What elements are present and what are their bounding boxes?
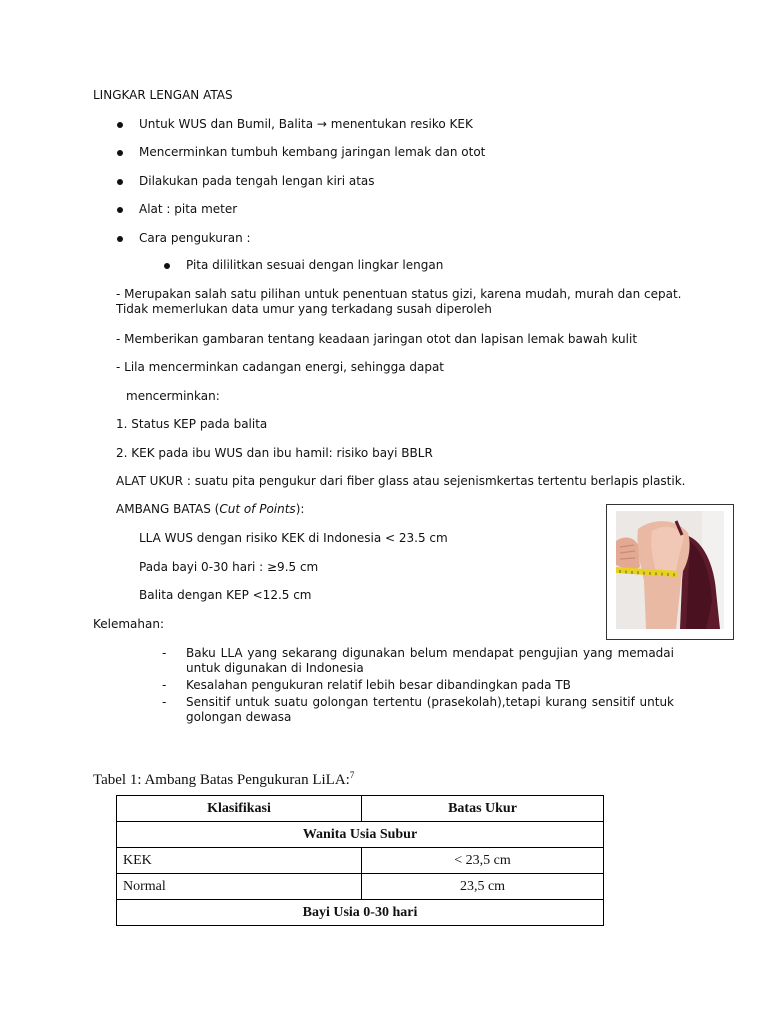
bullet-dot [117, 122, 123, 128]
kelemahan-title: Kelemahan: [93, 617, 165, 631]
list-item: Untuk WUS dan Bumil, Balita → menentukan resiko KEK [139, 117, 473, 131]
table-group-row [117, 822, 604, 848]
bullet-dot [164, 263, 170, 269]
list-item: Sensitif untuk suatu golongan tertentu (prasekolah),tetapi kurang sensitif untuk golongan dewasa [186, 695, 674, 724]
dash-marker: - [162, 646, 167, 660]
sub-list-item: Pita dililitkan sesuai dengan lingkar lengan [186, 258, 444, 272]
ambang-item: Balita dengan KEP <12.5 cm [139, 588, 312, 602]
table-row [117, 848, 604, 874]
table-caption: Tabel 1: Ambang Batas Pengukuran LiLA:$^7$ [93, 770, 355, 788]
numbered-item: 2. KEK pada ibu WUS dan ibu hamil: risiko bayi BBLR [116, 446, 433, 460]
list-item: Alat : pita meter [139, 202, 238, 216]
table-cell: Normal [117, 874, 362, 900]
table-header-cell: Batas Ukur [362, 796, 604, 822]
paragraph: mencerminkan: [126, 389, 220, 403]
page-title: LINGKAR LENGAN ATAS [93, 88, 233, 102]
dash-marker: - [162, 678, 167, 692]
arm-measurement-illustration [616, 511, 724, 629]
list-item: Baku LLA yang sekarang digunakan belum mendapat pengujian yang memadai untuk digunakan di Indonesia [186, 646, 674, 675]
list-item: Mencerminkan tumbuh kembang jaringan lemak dan otot [139, 145, 486, 159]
list-item: Kesalahan pengukuran relatif lebih besar dibandingkan pada TB [186, 678, 571, 692]
paragraph-line: Tidak memerlukan data umur yang terkadang susah diperoleh [116, 302, 492, 316]
table-cell: < 23,5 cm [362, 848, 604, 874]
photo-image [616, 511, 724, 629]
arm-measurement-photo [606, 504, 734, 640]
table-row [117, 874, 604, 900]
table-group-row [117, 900, 604, 926]
ambang-item: Pada bayi 0-30 hari : ≥9.5 cm [139, 560, 319, 574]
bullet-dot [117, 179, 123, 185]
table-header-cell: Klasifikasi [117, 796, 362, 822]
numbered-item: 1. Status KEP pada balita [116, 417, 268, 431]
list-item: Cara pengukuran : [139, 231, 251, 245]
paragraph: - Lila mencerminkan cadangan energi, sehingga dapat [116, 360, 445, 374]
paragraph: - Memberikan gambaran tentang keadaan jaringan otot dan lapisan lemak bawah kulit [116, 332, 638, 346]
list-item: Dilakukan pada tengah lengan kiri atas [139, 174, 375, 188]
table-group-cell: Wanita Usia Subur [117, 822, 604, 848]
lila-threshold-table [116, 795, 604, 926]
paragraph-line: - Merupakan salah satu pilihan untuk penentuan status gizi, karena mudah, murah dan cepat. [116, 287, 682, 301]
dash-marker: - [162, 695, 167, 709]
bullet-dot [117, 236, 123, 242]
alat-ukur-text: ALAT UKUR : suatu pita pengukur dari fiber glass atau sejenismkertas tertentu berlapis plastik. [116, 474, 686, 488]
bullet-dot [117, 207, 123, 213]
ambang-heading: AMBANG BATAS (Cut of Points): [116, 502, 305, 516]
table-header-row [117, 796, 604, 822]
bullet-dot [117, 150, 123, 156]
ambang-item: LLA WUS dengan risiko KEK di Indonesia < 23.5 cm [139, 531, 448, 545]
table-group-cell: Bayi Usia 0-30 hari [117, 900, 604, 926]
table-cell: KEK [117, 848, 362, 874]
table-cell: 23,5 cm [362, 874, 604, 900]
